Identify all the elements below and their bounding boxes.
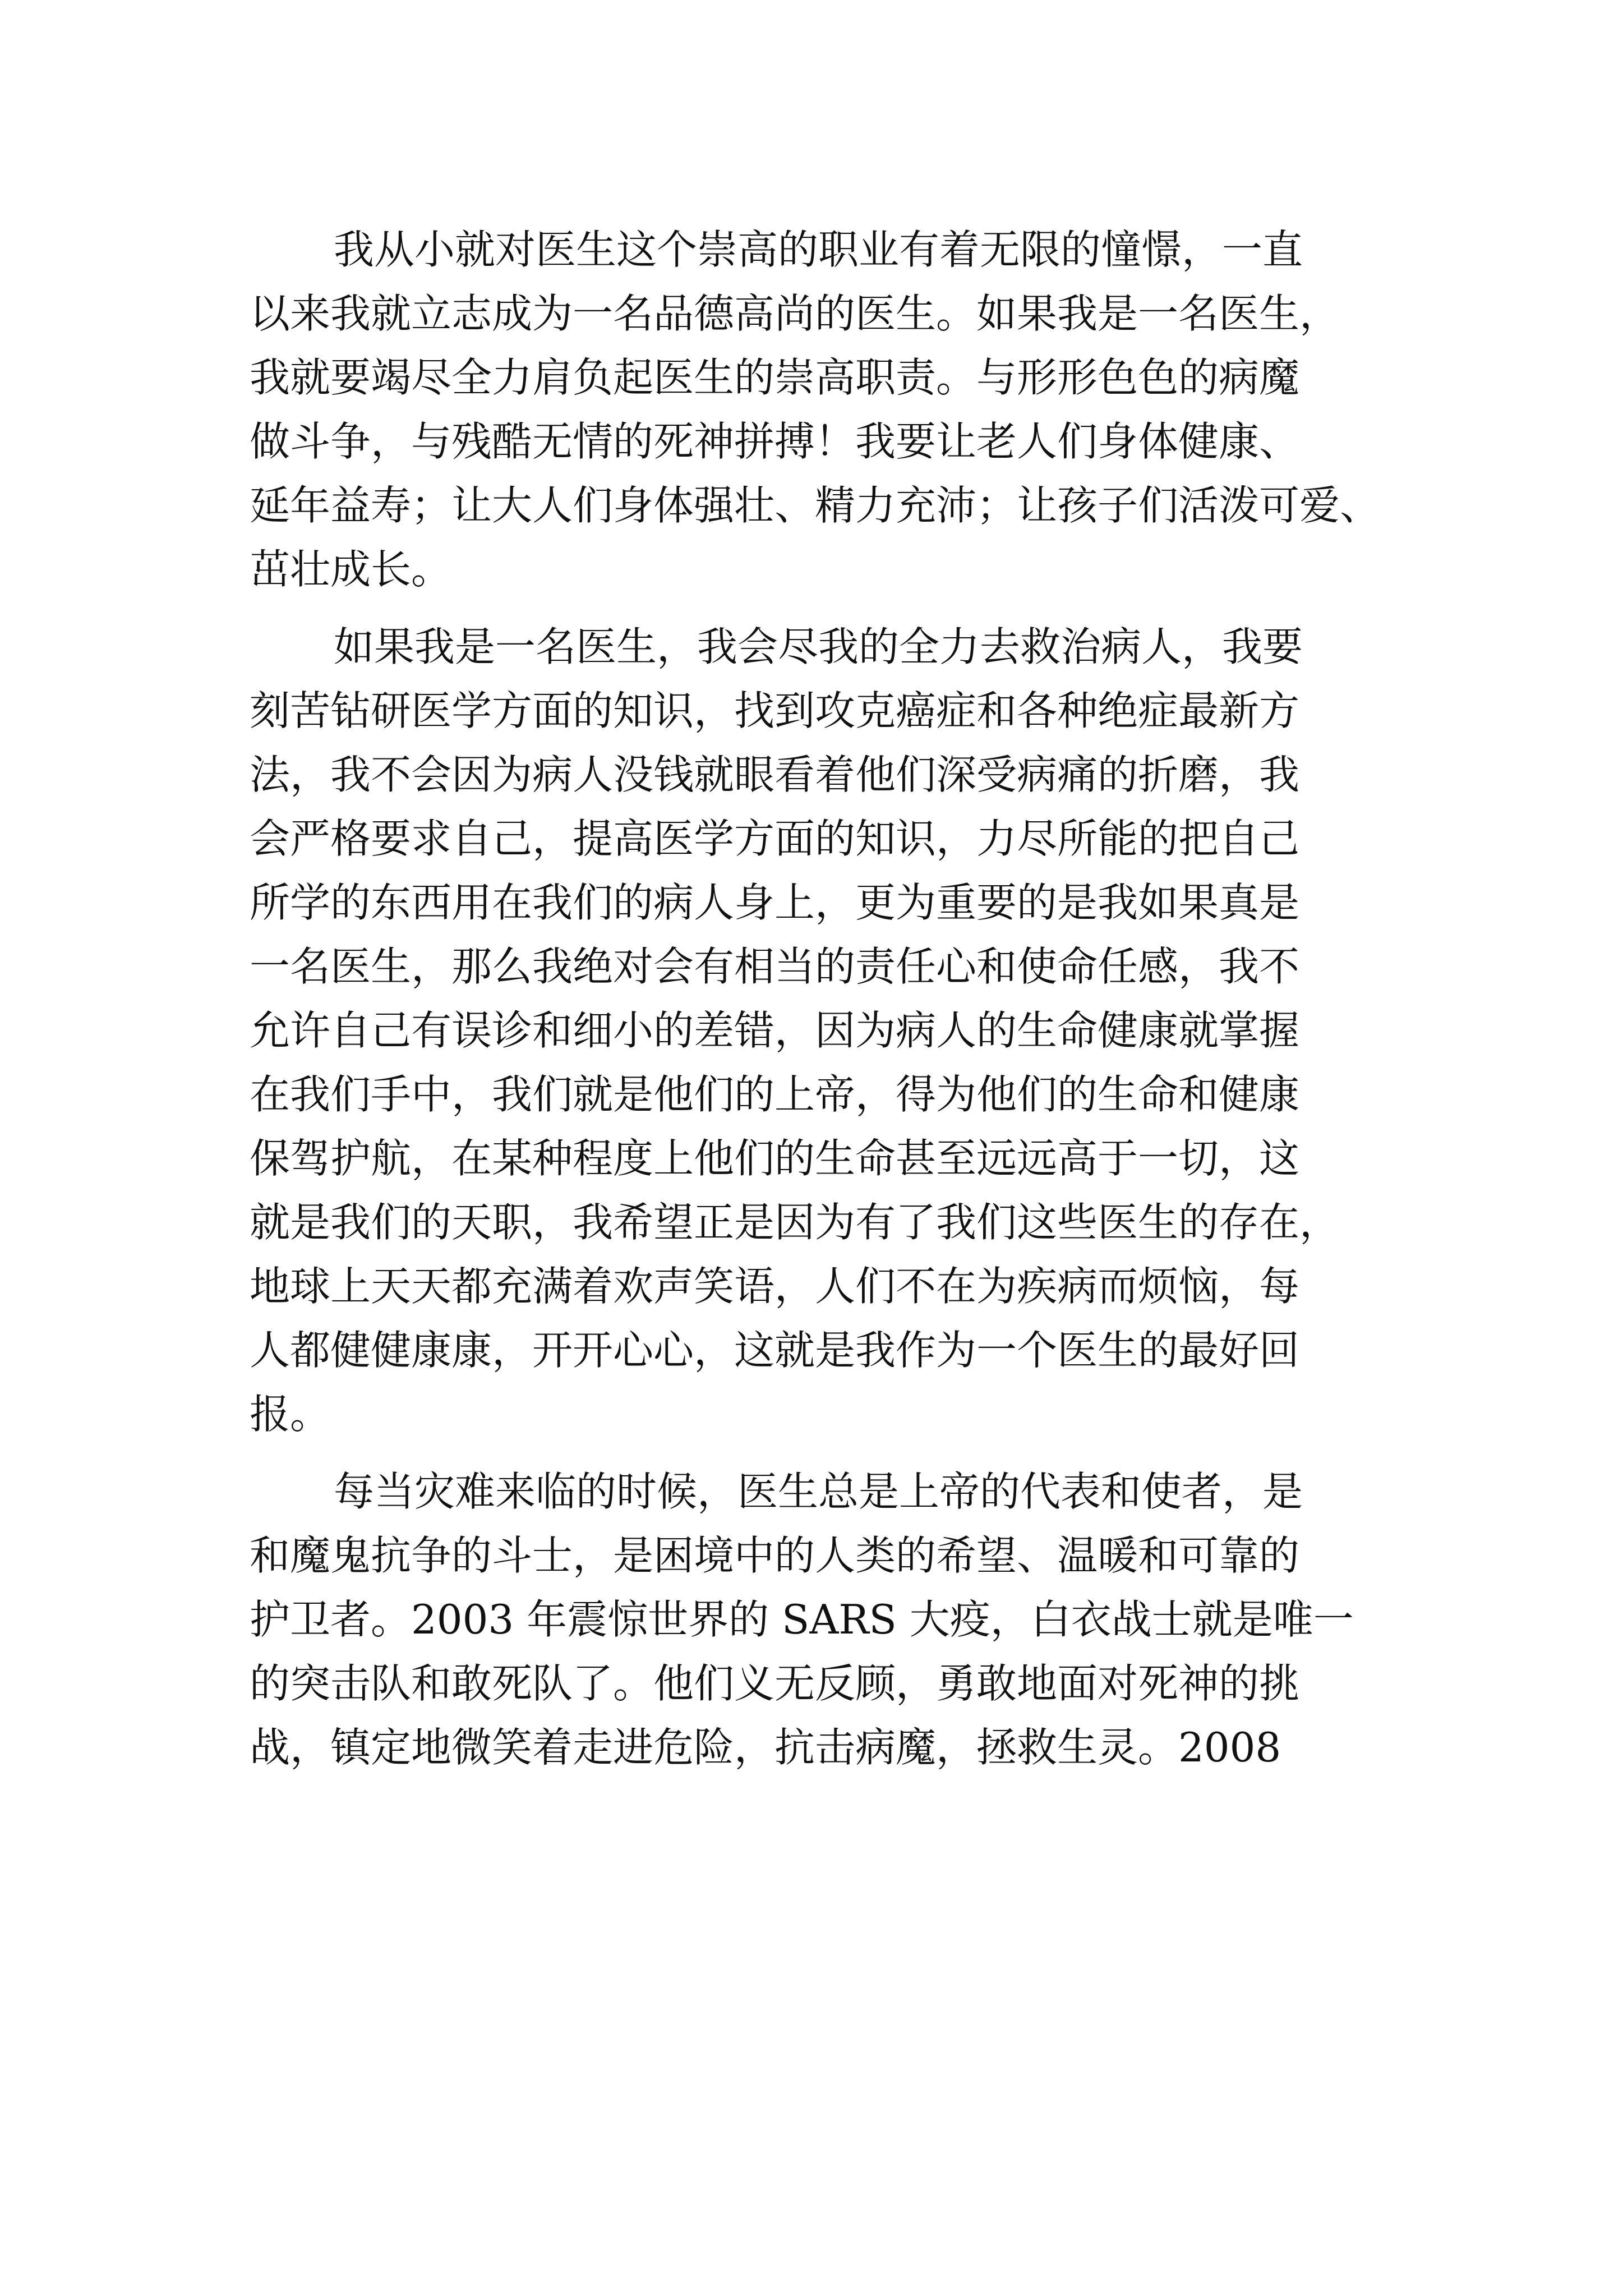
text-line: 如果我是一名医生，我会尽我的全力去救治病人，我要 xyxy=(334,623,1303,670)
text-line: 一名医生，那么我绝对会有相当的责任心和使命任感，我不 xyxy=(250,943,1300,990)
text-line: 每当灾难来临的时候，医生总是上帝的代表和使者，是 xyxy=(334,1468,1303,1515)
paragraph-3 xyxy=(250,1460,1388,1779)
text-line: 地球上天天都充满着欢声笑语，人们不在为疾病而烦恼，每 xyxy=(250,1263,1300,1310)
text-line: 我就要竭尽全力肩负起医生的崇高职责。与形形色色的病魔 xyxy=(250,354,1300,401)
text-line: 做斗争，与残酷无情的死神拼搏！我要让老人们身体健康、 xyxy=(250,418,1300,465)
text-line: 报。 xyxy=(250,1391,331,1438)
text-line: 护卫者。2003 年震惊世界的 SARS 大疫，白衣战士就是唯一 xyxy=(250,1596,1354,1643)
text-line: 和魔鬼抗争的斗士，是困境中的人类的希望、温暖和可靠的 xyxy=(250,1532,1300,1579)
paragraph-spacer xyxy=(250,601,1388,615)
text-line: 允许自己有误诊和细小的差错，因为病人的生命健康就掌握 xyxy=(250,1007,1300,1054)
text-line: 以来我就立志成为一名品德高尚的医生。如果我是一名医生， xyxy=(250,290,1340,337)
text-line: 刻苦钻研医学方面的知识，找到攻克癌症和各种绝症最新方 xyxy=(250,687,1300,734)
text-line: 茁壮成长。 xyxy=(250,546,452,593)
text-line: 战，镇定地微笑着走进危险，抗击病魔，拯救生灵。2008 xyxy=(250,1724,1281,1771)
text-line: 人都健健康康，开开心心，这就是我作为一个医生的最好回 xyxy=(250,1327,1300,1374)
paragraph-2 xyxy=(250,615,1388,1446)
paragraph-spacer xyxy=(250,1446,1388,1460)
text-line: 我从小就对医生这个崇高的职业有着无限的憧憬，一直 xyxy=(334,226,1303,273)
text-line: 保驾护航，在某种程度上他们的生命甚至远远高于一切，这 xyxy=(250,1135,1300,1182)
paragraph-1 xyxy=(250,218,1388,601)
text-line: 延年益寿；让大人们身体强壮、精力充沛；让孩子们活泼可爱、 xyxy=(250,482,1381,529)
text-line: 所学的东西用在我们的病人身上，更为重要的是我如果真是 xyxy=(250,879,1300,926)
text-line: 的突击队和敢死队了。他们义无反顾，勇敢地面对死神的挑 xyxy=(250,1660,1300,1707)
text-line: 法，我不会因为病人没钱就眼看着他们深受病痛的折磨，我 xyxy=(250,751,1300,798)
text-line: 会严格要求自己，提高医学方面的知识，力尽所能的把自己 xyxy=(250,815,1300,862)
text-line: 在我们手中，我们就是他们的上帝，得为他们的生命和健康 xyxy=(250,1071,1300,1118)
text-line: 就是我们的天职，我希望正是因为有了我们这些医生的存在， xyxy=(250,1199,1340,1246)
document-body xyxy=(250,218,1388,1779)
